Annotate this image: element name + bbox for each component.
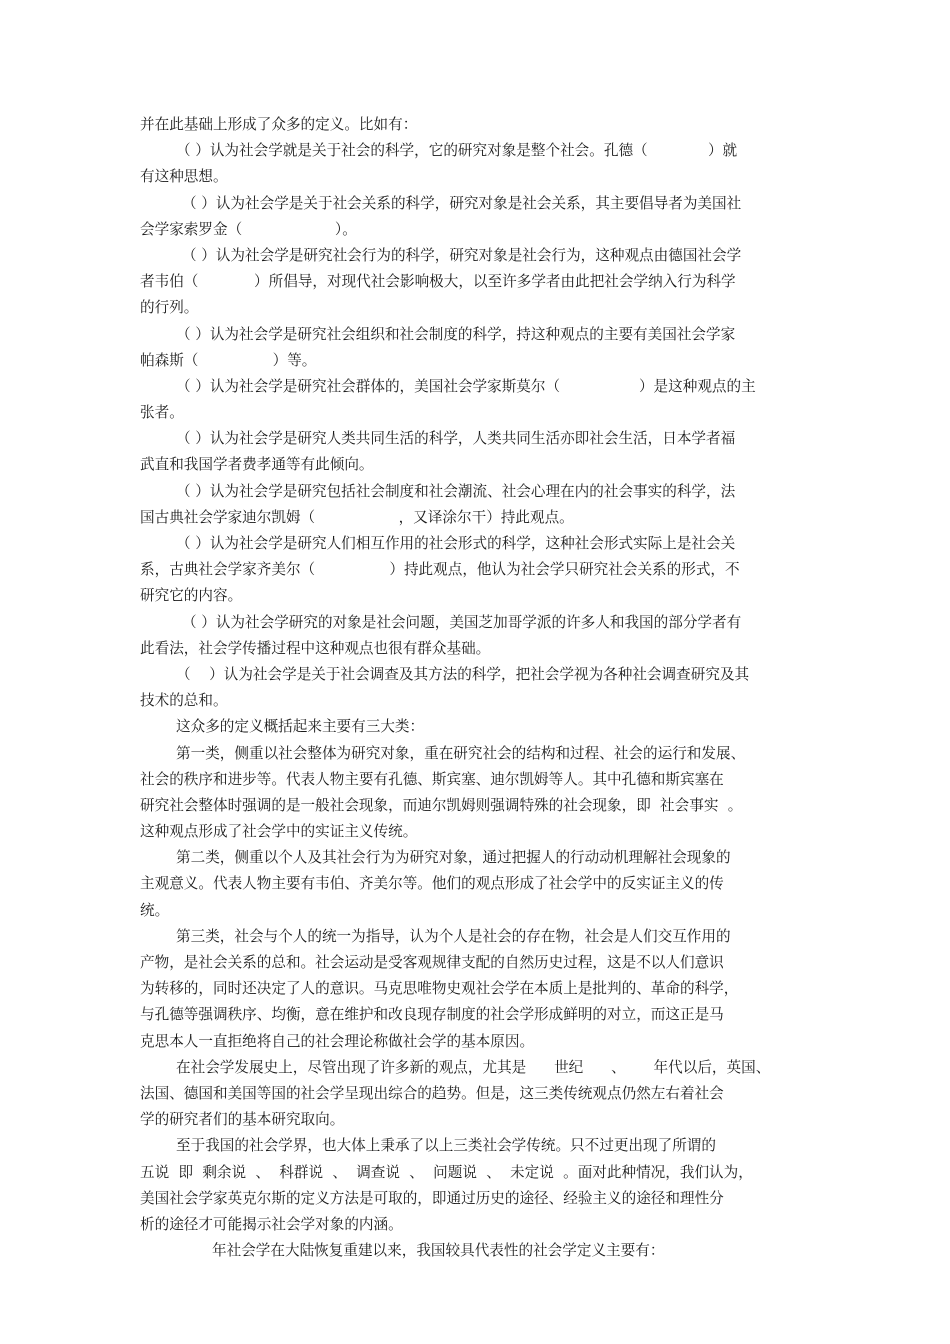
document-page: [140, 112, 814, 1264]
text-line: 年社会学在大陆恢复重建以来，我国较具代表性的社会学定义主要有：: [212, 1242, 665, 1260]
text-line: 帕森斯（ ）等。: [140, 351, 317, 369]
text-line: 学的研究者们的基本研究取向。: [140, 1111, 345, 1129]
text-line: 系，古典社会学家齐美尔（ ）持此观点，他认为社会学只研究社会关系的形式，不: [140, 561, 740, 579]
text-line: 此看法，社会学传播过程中这种观点也很有群众基础。: [140, 639, 491, 657]
text-line: 并在此基础上形成了众多的定义。比如有：: [140, 116, 418, 133]
text-line: 研究它的内容。: [140, 587, 243, 605]
text-line: 产物，是社会关系的总和。社会运动是受客观规律支配的自然历史过程，这是不以人们意识: [140, 954, 724, 971]
text-line: 第一类，侧重以社会整体为研究对象，重在研究社会的结构和过程、社会的运行和发展、: [176, 744, 746, 762]
text-line: （ ）认为社会学是研究社会行为的科学，研究对象是社会行为，这种观点由德国社会学: [182, 246, 742, 264]
text-line: （ ）认为社会学是研究社会组织和社会制度的科学，持这种观点的主要有美国社会学家: [176, 325, 736, 343]
text-line: （ ）认为社会学是关于社会调查及其方法的科学，把社会学视为各种社会调查研究及其: [176, 665, 750, 683]
text-line: 第二类，侧重以个人及其社会行为为研究对象，通过把握人的行动动机理解社会现象的: [176, 849, 731, 867]
text-line: 主观意义。代表人物主要有韦伯、齐美尔等。他们的观点形成了社会学中的反实证主义的传: [140, 875, 724, 893]
text-line: 张者。: [140, 404, 184, 422]
text-line: 有这种思想。: [140, 168, 228, 186]
text-line: 统。: [140, 901, 170, 919]
text-line: 者韦伯（ ）所倡导，对现代社会影响极大，以至许多学者由此把社会学纳入行为科学: [140, 273, 736, 291]
text-line: 国古典社会学家迪尔凯姆（ ，又译涂尔干）持此观点。: [140, 508, 574, 526]
text-line: 在社会学发展史上，尽管出现了许多新的观点，尤其是 世纪 、 年代以后，英国、: [176, 1058, 771, 1076]
text-line: （ ）认为社会学是研究人类共同生活的科学，人类共同生活亦即社会生活，日本学者福: [176, 430, 736, 448]
text-line: （ ）认为社会学就是关于社会的科学，它的研究对象是整个社会。孔德（ ）就: [176, 142, 738, 160]
text-line: （ ）认为社会学研究的对象是社会问题，美国芝加哥学派的许多人和我国的部分学者有: [182, 613, 742, 631]
text-line: 武直和我国学者费孝通等有此倾向。: [140, 456, 374, 474]
text-line: 五说 即 剩余说 、 科群说 、 调查说 、 问题说 、 未定说 。面对此种情况，我们认为，: [140, 1163, 753, 1181]
text-line: 社会的秩序和进步等。代表人物主要有孔德、斯宾塞、迪尔凯姆等人。其中孔德和斯宾塞在: [140, 770, 724, 788]
text-line: 析的途径才可能揭示社会学对象的内涵。: [140, 1215, 403, 1233]
text-line: 这众多的定义概括起来主要有三大类：: [176, 718, 425, 736]
text-line: 与孔德等强调秩序、均衡，意在维护和改良现存制度的社会学形成鲜明的对立，而这正是马: [140, 1006, 724, 1024]
text-line: 会学家索罗金（ ）。: [140, 220, 357, 238]
text-line: 技术的总和。: [140, 692, 228, 710]
text-line: 至于我国的社会学界，也大体上秉承了以上三类社会学传统。只不过更出现了所谓的: [176, 1137, 716, 1155]
text-line: 的行列。: [140, 299, 199, 317]
text-line: （ ）认为社会学是关于社会关系的科学，研究对象是社会关系，其主要倡导者为美国社: [182, 194, 742, 212]
text-line: （ ）认为社会学是研究社会群体的，美国社会学家斯莫尔（ ）是这种观点的主: [176, 377, 756, 395]
text-line: 第三类，社会与个人的统一为指导，认为个人是社会的存在物，社会是人们交互作用的: [176, 927, 731, 945]
text-line: 克思本人一直拒绝将自己的社会理论称做社会学的基本原因。: [140, 1032, 535, 1050]
text-line: 研究社会整体时强调的是一般社会现象，而迪尔凯姆则强调特殊的社会现象，即 社会事实 。: [140, 796, 743, 814]
text-line: 这种观点形成了社会学中的实证主义传统。: [140, 823, 418, 841]
text-line: （ ）认为社会学是研究包括社会制度和社会潮流、社会心理在内的社会事实的科学，法: [176, 482, 736, 500]
text-line: 为转移的，同时还决定了人的意识。马克思唯物史观社会学在本质上是批判的、革命的科学，: [140, 980, 739, 998]
text-line: （ ）认为社会学是研究人们相互作用的社会形式的科学，这种社会形式实际上是社会关: [176, 535, 736, 552]
text-line: 法国、德国和美国等国的社会学呈现出综合的趋势。但是，这三类传统观点仍然左右着社会: [140, 1084, 724, 1102]
text-line: 美国社会学家英克尔斯的定义方法是可取的，即通过历史的途径、经验主义的途径和理性分: [140, 1189, 724, 1207]
